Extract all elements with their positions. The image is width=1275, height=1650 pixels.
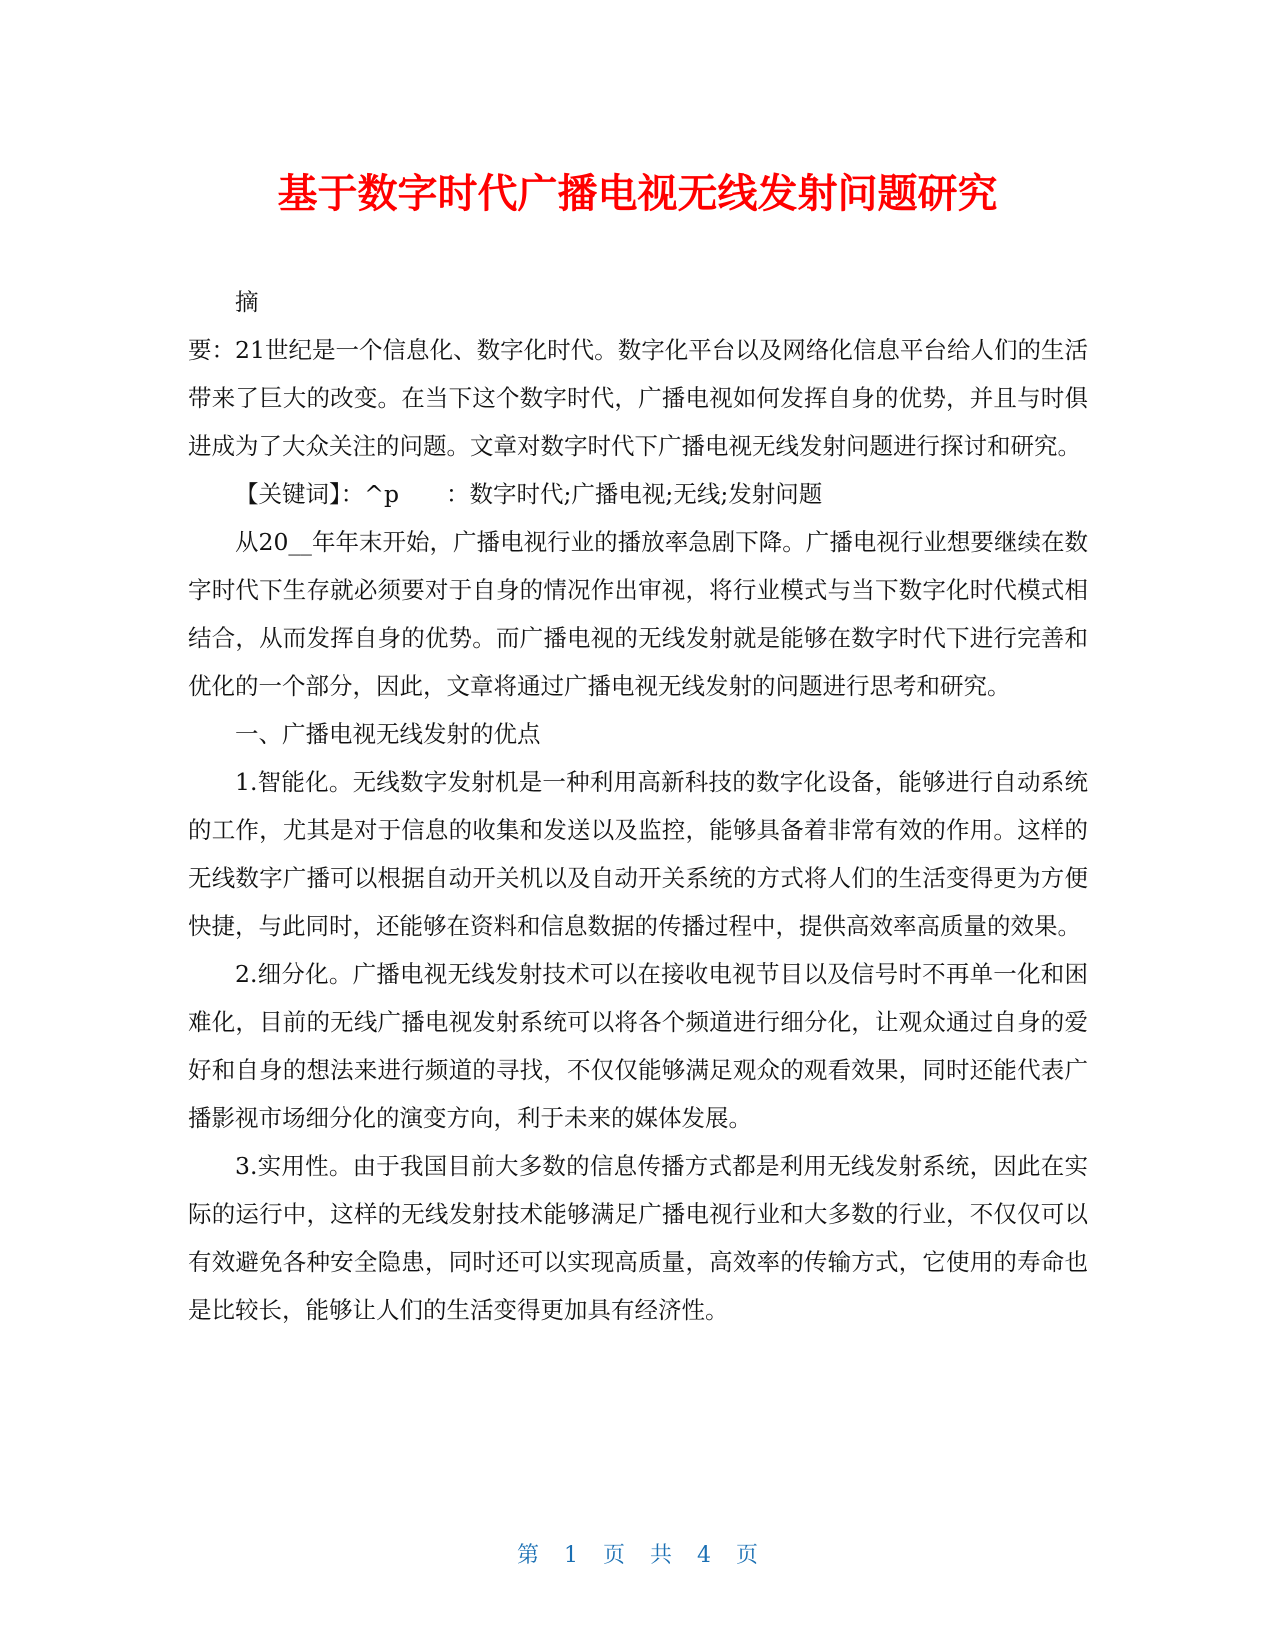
abstract-label: 摘 [235,288,259,316]
page-footer [0,1538,1275,1569]
document-body [188,278,1088,1334]
footer-page-prefix: 第 [516,1543,539,1568]
point-3-paragraph: 3.实用性。由于我国目前大多数的信息传播方式都是利用无线发射系统，因此在实际的运行中，这样的无线发射技术能够满足广播电视行业和大多数的行业，不仅仅可以有效避免各种安全隐患，同时还可以实现高质量，高效率的传输方式，它使用的寿命也是比较长，能够让人们的生活变得更加具有经济性。 [188,1152,1088,1324]
point-1-paragraph: 1.智能化。无线数字发射机是一种利用高新科技的数字化设备，能够进行自动系统的工作，尤其是对于信息的收集和发送以及监控，能够具备着非常有效的作用。这样的无线数字广播可以根据自动开关机以及自动开关系统的方式将人们的生活变得更为方便快捷，与此同时，还能够在资料和信息数据的传播过程中，提供高效率高质量的效果。 [188,768,1088,940]
footer-page-current: 1 [563,1543,578,1568]
footer-total-prefix: 共 [650,1543,673,1568]
point-2-paragraph: 2.细分化。广播电视无线发射技术可以在接收电视节目以及信号时不再单一化和困难化，目前的无线广播电视发射系统可以将各个频道进行细分化，让观众通过自身的爱好和自身的想法来进行频道的寻找，不仅仅能够满足观众的观看效果，同时还能代表广播影视市场细分化的演变方向，利于未来的媒体发展。 [188,960,1088,1132]
abstract-paragraph: 要：21世纪是一个信息化、数字化时代。数字化平台以及网络化信息平台给人们的生活带来了巨大的改变。在当下这个数字时代，广播电视如何发挥自身的优势，并且与时俱进成为了大众关注的问题。文章对数字时代下广播电视无线发射问题进行探讨和研究。 [188,336,1088,460]
footer-page-mid: 页 [602,1543,625,1568]
keywords-line: 【关键词】：^p ：数字时代;广播电视;无线;发射问题 [235,480,823,508]
footer-page-total: 4 [697,1543,712,1568]
document-title: 基于数字时代广播电视无线发射问题研究 [277,171,998,217]
footer-total-suffix: 页 [736,1543,759,1568]
section-heading: 一、广播电视无线发射的优点 [235,720,541,748]
intro-paragraph: 从20__年年末开始，广播电视行业的播放率急剧下降。广播电视行业想要继续在数字时代下生存就必须要对于自身的情况作出审视，将行业模式与当下数字化时代模式相结合，从而发挥自身的优势。而广播电视的无线发射就是能够在数字时代下进行完善和优化的一个部分，因此，文章将通过广播电视无线发射的问题进行思考和研究。 [188,528,1088,700]
